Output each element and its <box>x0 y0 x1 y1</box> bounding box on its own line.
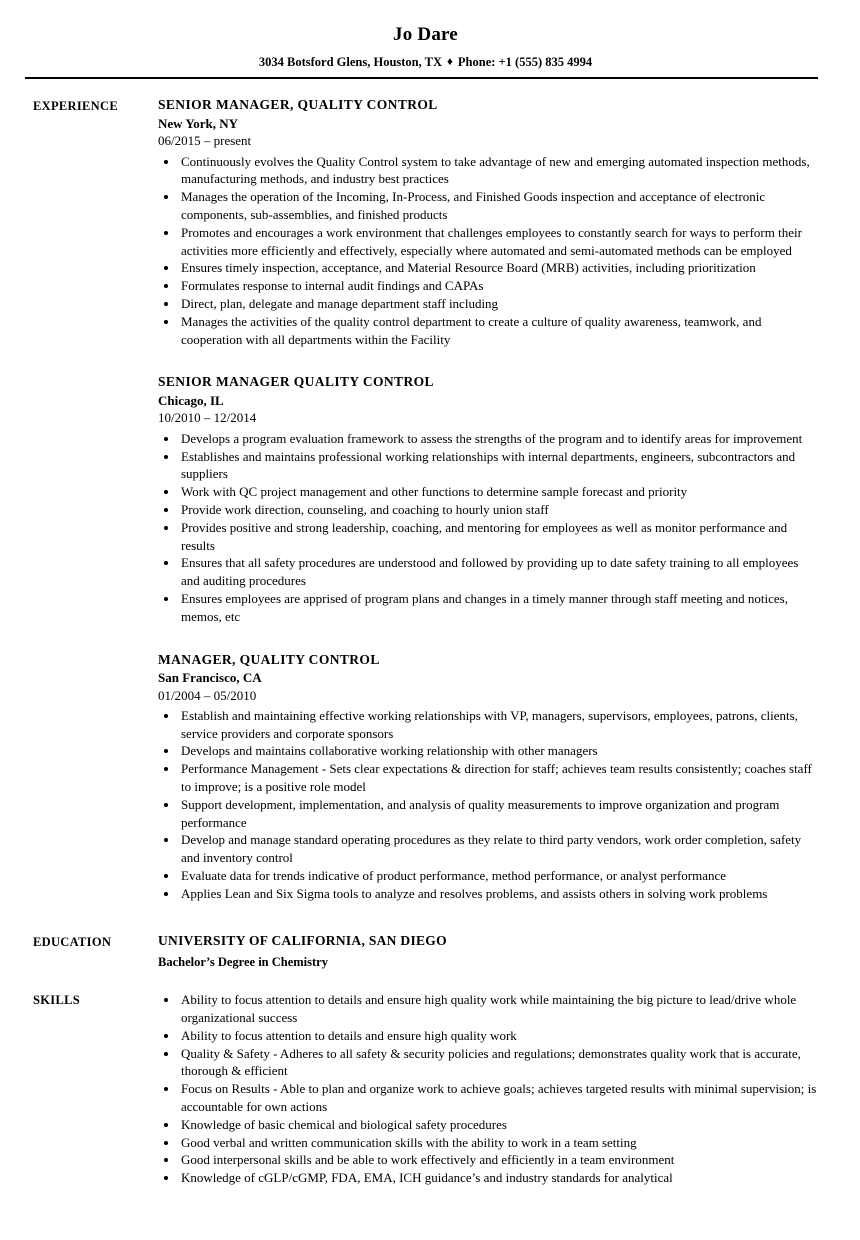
job-dates: 01/2004 – 05/2010 <box>158 687 257 703</box>
section-label-skills: SKILLS <box>33 993 80 1008</box>
bullet-item: • Ability to focus attention to details and ensure high quality work while maintaining the big picture to lead/drive whole organizational success <box>179 991 818 1027</box>
bullet-item: • Provide work direction, counseling, and coaching to hourly union staff <box>179 501 818 519</box>
bullet-item: • Applies Lean and Six Sigma tools to analyze and resolves problems, and assists others in solving work problems <box>179 885 818 903</box>
job-bullet-list <box>158 707 818 903</box>
job-title: SENIOR MANAGER QUALITY CONTROL <box>158 374 434 390</box>
bullet-item: • Provides positive and strong leadership, coaching, and mentoring for employees as well as monitor performance and results <box>179 519 818 555</box>
job-location: New York, NY <box>158 116 239 132</box>
job-entry-3 <box>158 652 818 903</box>
section-label-education: EDUCATION <box>33 934 112 949</box>
bullet-item: • Ensures employees are apprised of program plans and changes in a timely manner through staff meeting and notices, memos, etc <box>179 590 818 626</box>
job-entry-2 <box>158 374 818 625</box>
bullet-item: • Knowledge of cGLP/cGMP, FDA, EMA, ICH guidance’s and industry standards for analytical <box>179 1169 818 1187</box>
bullet-item: • Develops a program evaluation framework to assess the strengths of the program and to identify areas for improvement <box>179 430 818 448</box>
contact-phone: Phone: +1 (555) 835 4994 <box>457 54 593 69</box>
job-location: Chicago, IL <box>158 393 224 409</box>
job-dates: 10/2010 – 12/2014 <box>158 410 257 426</box>
job-entry-1 <box>158 97 818 348</box>
bullet-item: • Ensures that all safety procedures are understood and followed by providing up to date safety training to all employees and auditing procedures <box>179 554 818 590</box>
bullet-item: • Direct, plan, delegate and manage department staff including <box>179 295 818 313</box>
contact-address: 3034 Botsford Glens, Houston, TX <box>258 54 443 69</box>
bullet-item: • Ensures timely inspection, acceptance, and Material Resource Board (MRB) activities, including prioritization <box>179 259 818 277</box>
bullet-item: • Formulates response to internal audit findings and CAPAs <box>179 277 818 295</box>
candidate-name: Jo Dare <box>393 24 458 45</box>
header-divider <box>25 77 818 79</box>
job-bullet-list <box>158 430 818 626</box>
job-bullet-list <box>158 153 818 349</box>
job-location: San Francisco, CA <box>158 670 262 686</box>
bullet-item: • Develop and manage standard operating procedures as they relate to third party vendors, work order completion, safety and inventory control <box>179 831 818 867</box>
bullet-item: • Develops and maintains collaborative working relationship with other managers <box>179 742 818 760</box>
bullet-item: • Continuously evolves the Quality Control system to take advantage of new and emerging automated inspection methods, manufacturing methods, and industry best practices <box>179 153 818 189</box>
bullet-item: • Ability to focus attention to details and ensure high quality work <box>179 1027 818 1045</box>
bullet-item: • Quality & Safety - Adheres to all safety & security policies and regulations; demonstrates quality work that is accurate, thorough & efficient <box>179 1045 818 1081</box>
bullet-item: • Work with QC project management and other functions to determine sample forecast and priority <box>179 483 818 501</box>
bullet-item: • Establishes and maintains professional working relationships with internal departments, engineers, subcontractors and suppliers <box>179 448 818 484</box>
skills-content <box>158 991 818 1187</box>
resume-header <box>33 24 818 79</box>
contact-line <box>33 55 818 69</box>
education-content <box>158 933 818 971</box>
bullet-item: • Evaluate data for trends indicative of product performance, method performance, or analyst performance <box>179 867 818 885</box>
education-degree: Bachelor’s Degree in Chemistry <box>158 954 328 969</box>
job-title: MANAGER, QUALITY CONTROL <box>158 651 380 667</box>
bullet-item: • Good interpersonal skills and be able to work effectively and efficiently in a team environment <box>179 1151 818 1169</box>
job-title: SENIOR MANAGER, QUALITY CONTROL <box>158 97 438 113</box>
bullet-item: • Knowledge of basic chemical and biological safety procedures <box>179 1116 818 1134</box>
bullet-item: • Performance Management - Sets clear expectations & direction for staff; achieves team results consistently; coaches staff to improve; is a positive role model <box>179 760 818 796</box>
experience-content <box>158 97 818 932</box>
resume-body <box>33 97 818 1187</box>
job-dates: 06/2015 – present <box>158 133 252 149</box>
bullet-item: • Support development, implementation, and analysis of quality measurements to improve organization and program performance <box>179 796 818 832</box>
bullet-item: • Promotes and encourages a work environment that challenges employees to constantly search for ways to perform their activities more efficiently and effectively, especially where automated and semi-automated methods can be employed <box>179 224 818 260</box>
diamond-icon: ♦ <box>447 55 453 68</box>
skills-bullet-list <box>158 991 818 1187</box>
section-label-experience: EXPERIENCE <box>33 99 118 114</box>
bullet-item: • Good verbal and written communication skills with the ability to work in a team setting <box>179 1134 818 1152</box>
bullet-item: • Manages the activities of the quality control department to create a culture of quality awareness, teamwork, and cooperation with all departments within the Facility <box>179 313 818 349</box>
education-school: UNIVERSITY OF CALIFORNIA, SAN DIEGO <box>158 932 447 948</box>
bullet-item: • Manages the operation of the Incoming, In-Process, and Finished Goods inspection and acceptance of electronic components, sub-assemblies, and finished products <box>179 188 818 224</box>
bullet-item: • Focus on Results - Able to plan and organize work to achieve goals; achieves targeted results with minimal supervision; is accountable for own actions <box>179 1080 818 1116</box>
bullet-item: • Establish and maintaining effective working relationships with VP, managers, supervisors, employees, patrons, clients, service providers and corporate sponsors <box>179 707 818 743</box>
